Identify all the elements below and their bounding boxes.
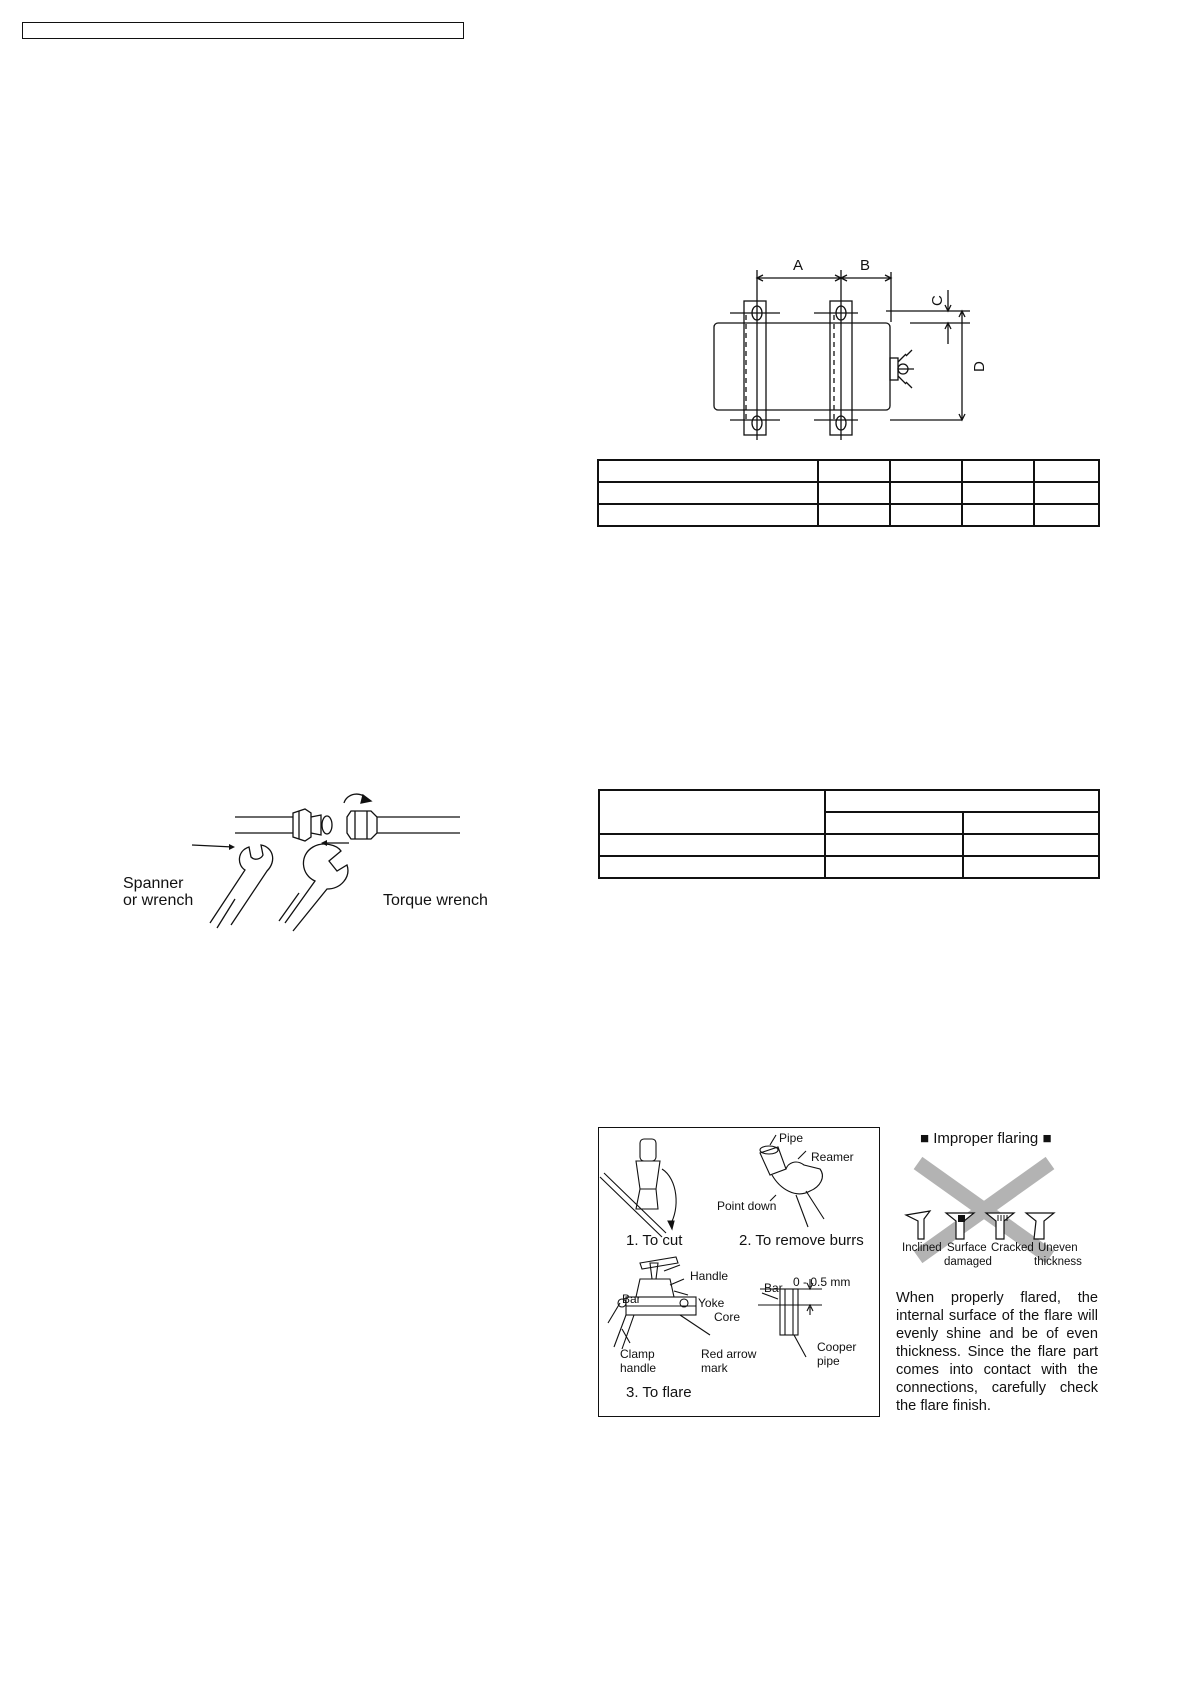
table-cell	[818, 482, 890, 504]
label-reamer: Reamer	[811, 1150, 854, 1164]
label-bar: Bar	[622, 1292, 641, 1306]
label-handle: Handle	[690, 1269, 729, 1283]
table-cell	[1034, 482, 1099, 504]
table-cell	[890, 504, 962, 526]
reamer-pipe	[760, 1147, 786, 1175]
table-cell	[1034, 504, 1099, 526]
spanner-label-line2: or wrench	[123, 892, 194, 909]
step2-caption: 2. To remove burrs	[739, 1232, 864, 1249]
torque-wrench-shape	[285, 844, 348, 931]
table-cell	[963, 812, 1099, 834]
label-uneven-1: Uneven	[1038, 1242, 1078, 1254]
table-cell	[825, 856, 963, 878]
improper-flaring-title: ■ Improper flaring ■	[920, 1130, 1052, 1147]
label-bar2: Bar	[764, 1281, 783, 1295]
label-clamp-2: handle	[620, 1361, 657, 1375]
label-uneven-2: thickness	[1034, 1256, 1082, 1268]
table-cell	[825, 834, 963, 856]
label-point-down: Point down	[717, 1199, 777, 1213]
flaring-yoke	[636, 1279, 674, 1297]
table-cell	[818, 504, 890, 526]
label-clamp-1: Clamp	[620, 1347, 655, 1361]
table-cell	[963, 856, 1099, 878]
label-inclined: Inclined	[902, 1242, 942, 1254]
mounting-dimension-table	[597, 459, 1100, 527]
mounting-plate-diagram	[700, 250, 1000, 440]
table-cell	[818, 460, 890, 482]
torque-wrench-label: Torque wrench	[383, 892, 488, 909]
table-cell	[598, 460, 818, 482]
flare-inclined	[906, 1211, 930, 1239]
label-red-arrow-2: mark	[701, 1361, 728, 1375]
table-cell	[599, 834, 825, 856]
flare-finish-note: When properly flared, the internal surface of the flare will evenly shine and be of even thickness. Since the flare part comes into contact with the connections, carefully check the flare finish.	[896, 1290, 1098, 1414]
table-cell	[962, 460, 1034, 482]
header-box	[22, 22, 464, 39]
table-cell	[963, 834, 1099, 856]
label-cooper-1: Cooper	[817, 1340, 857, 1354]
dim-label-b: B	[860, 257, 871, 274]
spanner-shape	[210, 845, 273, 925]
flare-nut	[293, 809, 311, 841]
label-surface-2: damaged	[944, 1256, 992, 1268]
left-bracket	[744, 301, 766, 435]
table-cell	[599, 790, 825, 834]
step3-caption: 3. To flare	[626, 1384, 692, 1401]
table-cell	[599, 856, 825, 878]
table-cell	[598, 504, 818, 526]
label-surface-1: Surface	[947, 1242, 987, 1254]
dim-label-d: D	[971, 361, 988, 372]
step1-caption: 1. To cut	[626, 1232, 683, 1249]
label-pipe: Pipe	[779, 1131, 804, 1145]
table-cell	[825, 790, 1099, 812]
label-core: Core	[714, 1310, 741, 1324]
union-fitting	[347, 811, 377, 839]
pipe-cutter	[640, 1139, 656, 1161]
label-red-arrow-1: Red arrow	[701, 1347, 757, 1361]
table-cell	[825, 812, 963, 834]
table-cell	[890, 460, 962, 482]
table-cell	[890, 482, 962, 504]
table-cell	[962, 482, 1034, 504]
dim-label-a: A	[793, 257, 804, 274]
label-yoke: Yoke	[698, 1296, 725, 1310]
copper-pipe-detail	[780, 1289, 798, 1335]
label-gap: 0 - 0.5 mm	[793, 1275, 851, 1289]
table-cell	[962, 504, 1034, 526]
torque-table	[598, 789, 1100, 879]
dim-label-c: C	[929, 295, 946, 306]
label-cracked: Cracked	[991, 1242, 1034, 1254]
spanner-label-line1: Spanner	[123, 875, 184, 892]
label-cooper-2: pipe	[817, 1354, 840, 1368]
table-cell	[598, 482, 818, 504]
wrench-illustration	[115, 795, 500, 935]
table-cell	[1034, 460, 1099, 482]
unit-body	[714, 323, 890, 410]
